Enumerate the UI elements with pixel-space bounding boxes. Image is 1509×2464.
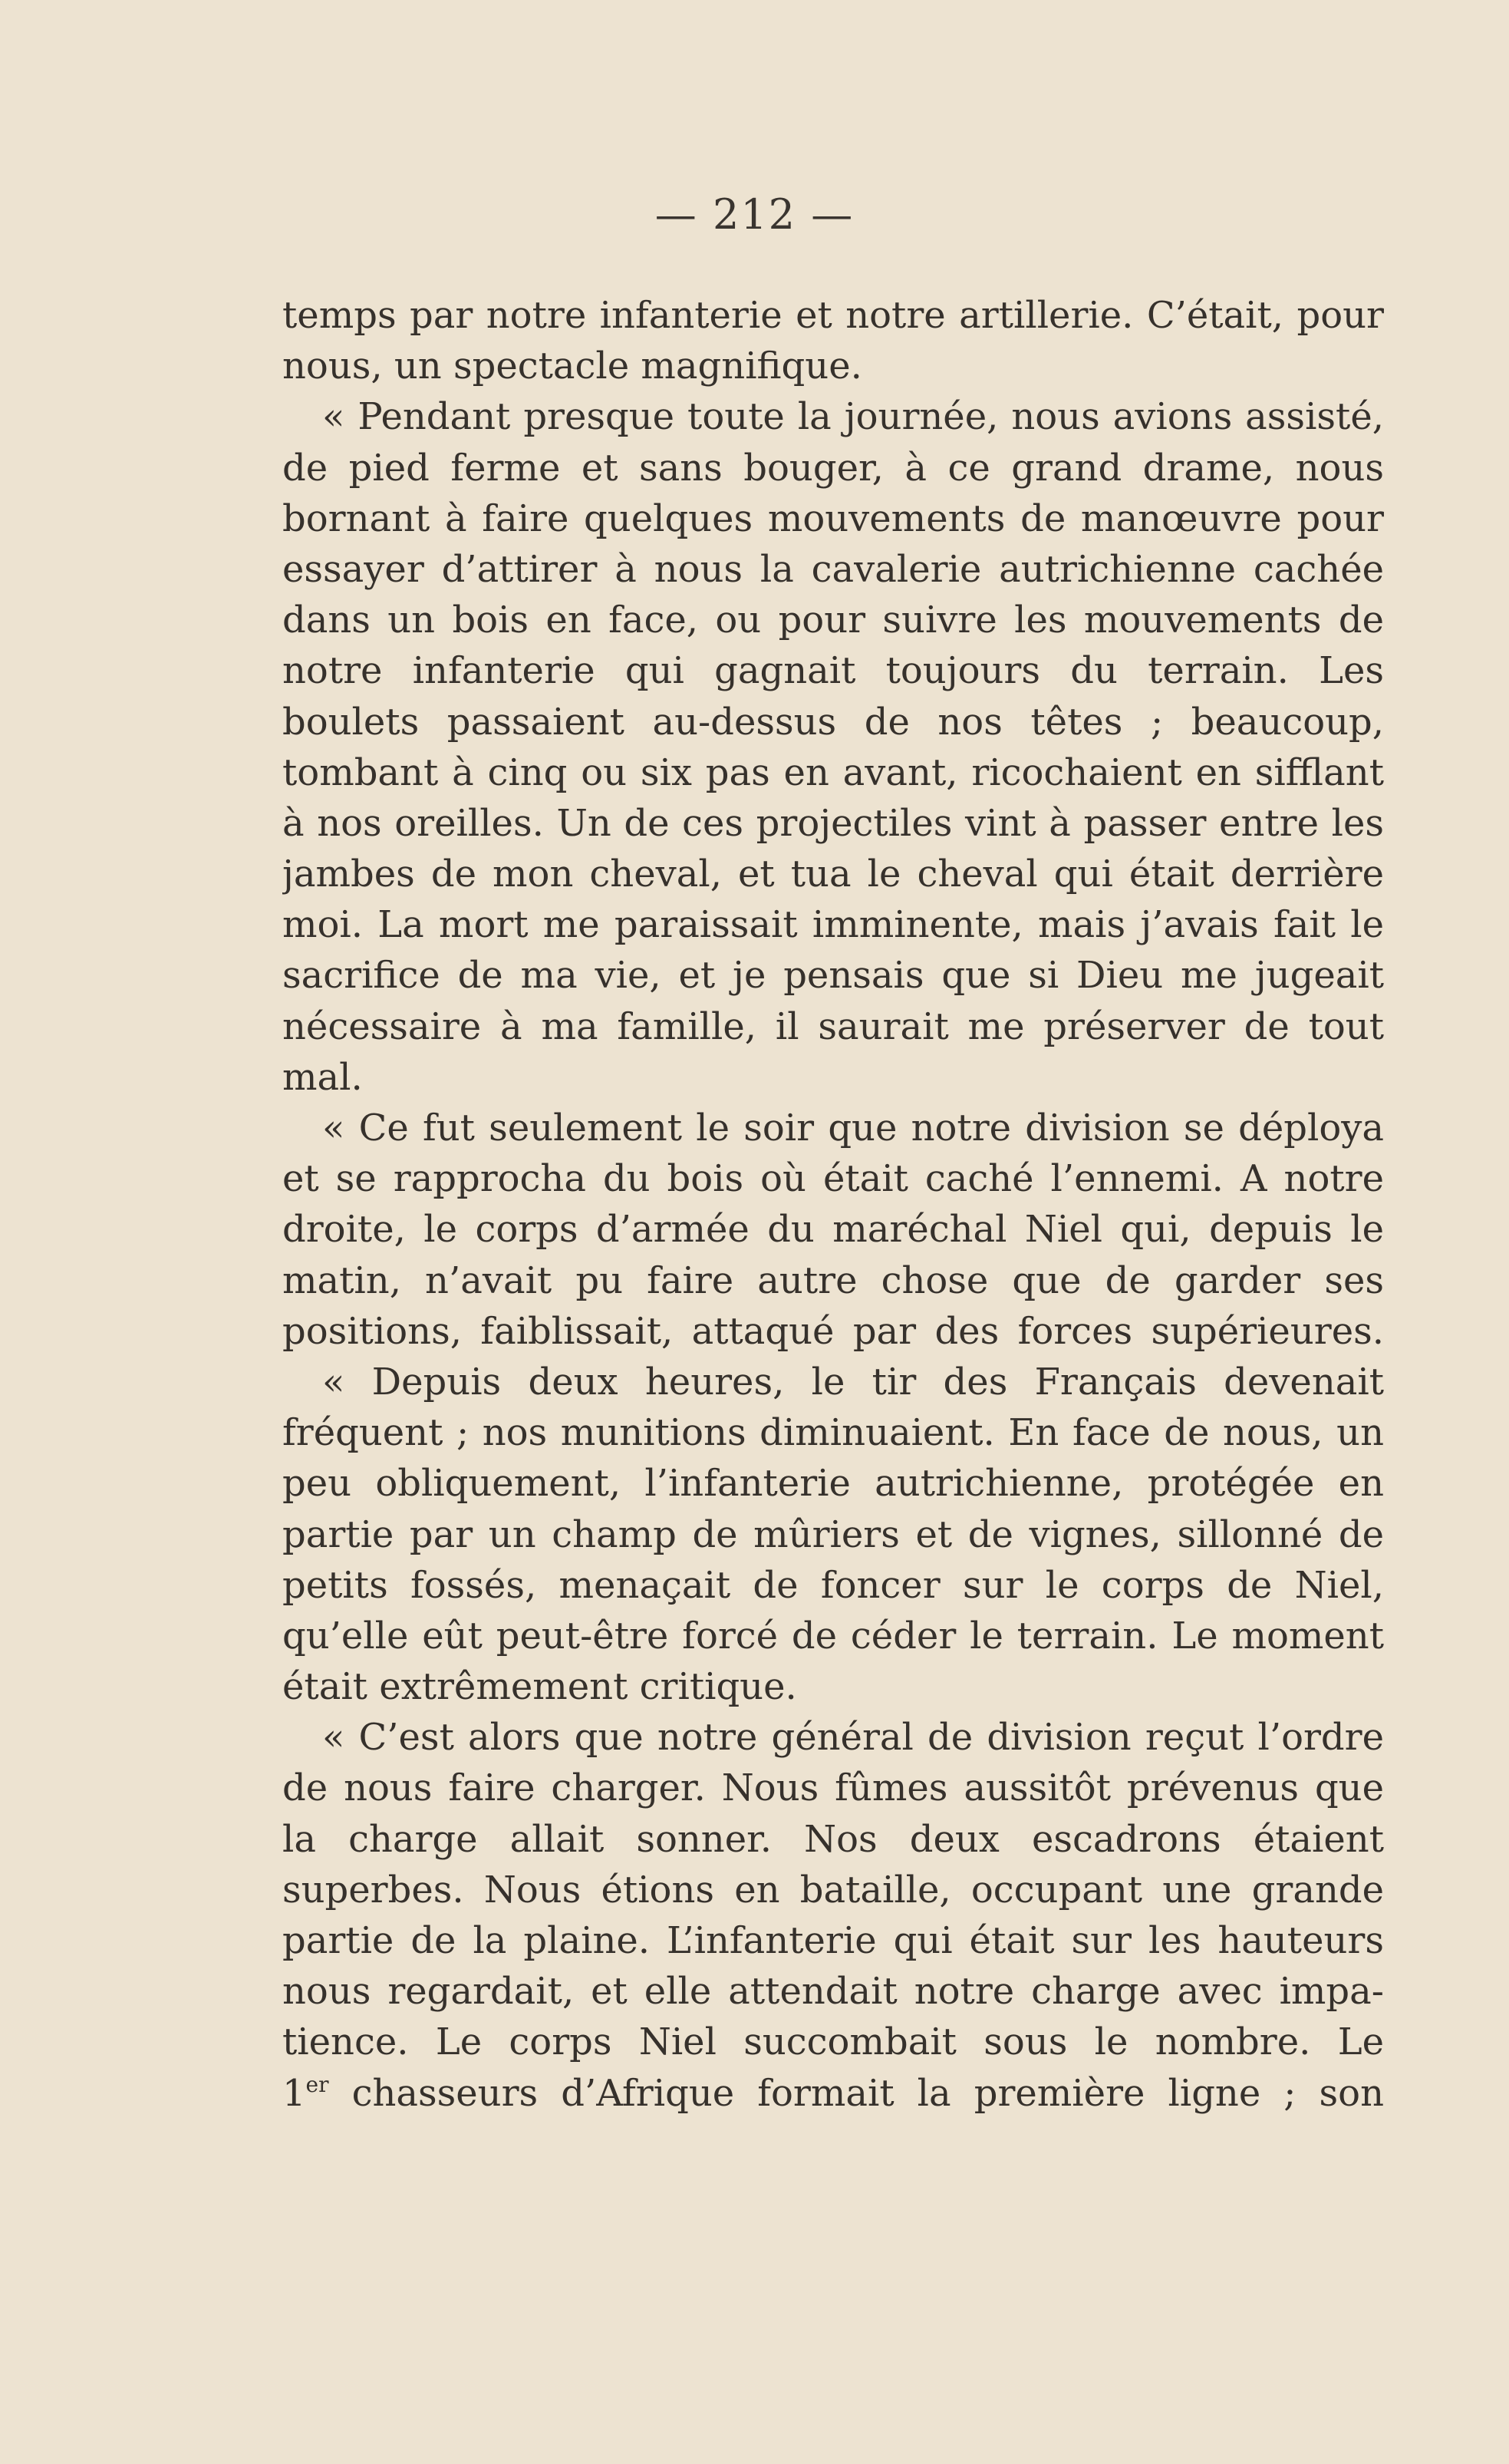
text-line: la charge allait sonner. Nos deux escadrons étaient bbox=[282, 1817, 1384, 1861]
text-line: fréquent ; nos munitions diminuaient. En face de nous, un bbox=[282, 1411, 1384, 1455]
text-line: mal. bbox=[282, 1055, 363, 1099]
text-line: de nous faire charger. Nous fûmes aussitôt prévenus que bbox=[282, 1766, 1384, 1810]
text-line: partie de la plaine. L’infanterie qui était sur les hauteurs bbox=[282, 1919, 1384, 1962]
text-line: « Depuis deux heures, le tir des Français devenait bbox=[322, 1360, 1384, 1404]
text-line: « Pendant presque toute la journée, nous avions assisté, bbox=[322, 395, 1384, 439]
ordinal-suffix: er bbox=[305, 2071, 329, 2097]
text-line: tombant à cinq ou six pas en avant, ricochaient en sifflant bbox=[282, 750, 1384, 794]
text-line: « C’est alors que notre général de division reçut l’ordre bbox=[322, 1716, 1384, 1760]
text-line: petits fossés, menaçait de foncer sur le corps de Niel, bbox=[282, 1563, 1384, 1607]
text-line: matin, n’avait pu faire autre chose que de garder ses bbox=[282, 1258, 1384, 1302]
text-line: jambes de mon cheval, et tua le cheval qui était derrière bbox=[282, 853, 1384, 896]
text-line: bornant à faire quelques mouvements de manœuvre pour bbox=[282, 496, 1384, 540]
text-line: essayer d’attirer à nous la cavalerie autrichienne cachée bbox=[282, 547, 1384, 591]
ordinal-number: 1 bbox=[282, 2071, 306, 2115]
text-line: partie par un champ de mûriers et de vignes, sillonné de bbox=[282, 1512, 1384, 1556]
text-line: superbes. Nous étions en bataille, occupant une grande bbox=[282, 1868, 1384, 1911]
text-line: nous regardait, et elle attendait notre charge avec impa- bbox=[282, 1970, 1384, 2014]
text-line: notre infanterie qui gagnait toujours du terrain. Les bbox=[282, 649, 1384, 693]
page-number: — 212 — bbox=[654, 190, 855, 239]
text-line: et se rapprocha du bois où était caché l’ennemi. A notre bbox=[282, 1157, 1384, 1201]
text-line: sacrifice de ma vie, et je pensais que si Dieu me jugeait bbox=[282, 954, 1384, 998]
text-line: à nos oreilles. Un de ces projectiles vint à passer entre les bbox=[282, 801, 1384, 845]
text-line: temps par notre infanterie et notre artillerie. C’était, pour bbox=[282, 294, 1384, 337]
text-line: peu obliquement, l’infanterie autrichienne, protégée en bbox=[282, 1462, 1384, 1506]
text-line: « Ce fut seulement le soir que notre division se déploya bbox=[322, 1107, 1384, 1150]
text-line: nous, un spectacle magnifique. bbox=[282, 345, 862, 388]
text-line: de pied ferme et sans bouger, à ce grand drame, nous bbox=[282, 446, 1384, 490]
body-text bbox=[282, 290, 1384, 2119]
text-line: qu’elle eût peut-être forcé de céder le terrain. Le moment bbox=[282, 1614, 1384, 1658]
text-line: était extrêmement critique. bbox=[282, 1665, 797, 1709]
text-line: droite, le corps d’armée du maréchal Niel qui, depuis le bbox=[282, 1208, 1384, 1252]
text-line-with-ordinal bbox=[282, 2068, 1384, 2119]
text-line: boulets passaient au-dessus de nos têtes ; beaucoup, bbox=[282, 700, 1384, 744]
text-line: tience. Le corps Niel succombait sous le nombre. Le bbox=[282, 2020, 1384, 2064]
text-line: nécessaire à ma famille, il saurait me préserver de tout bbox=[282, 1004, 1384, 1048]
text-line: positions, faiblissait, attaqué par des forces supérieures. bbox=[282, 1309, 1384, 1353]
text-line: dans un bois en face, ou pour suivre les mouvements de bbox=[282, 599, 1384, 642]
text-line-rest: chasseurs d’Afrique formait la première ligne ; son bbox=[328, 2071, 1384, 2115]
text-line: moi. La mort me paraissait imminente, mais j’avais fait le bbox=[282, 903, 1384, 947]
